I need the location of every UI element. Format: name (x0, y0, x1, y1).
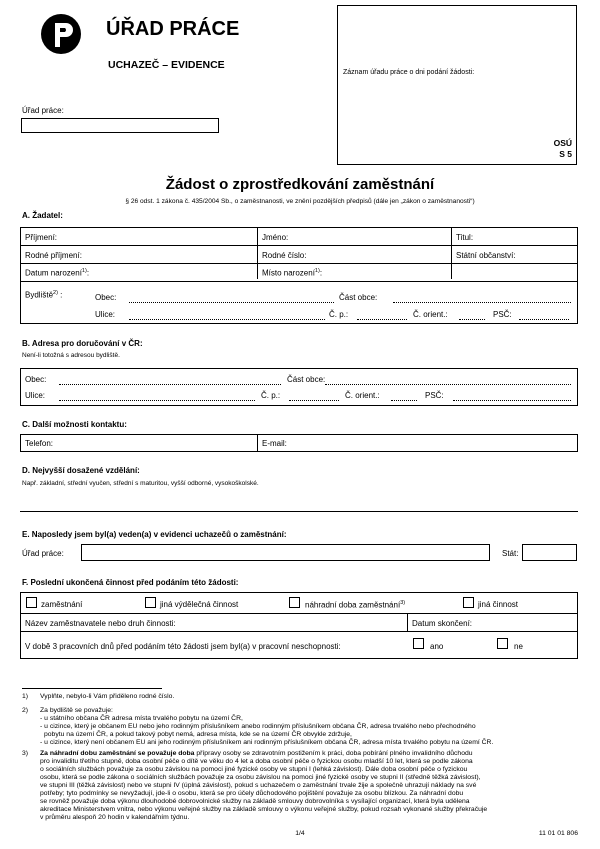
section-a-heading: A. Žadatel: (22, 211, 63, 220)
footnote-3: Za náhradní dobu zaměstnání se považuje doba přípravy osoby se zdravotním postižením k práci, doba pobírání plného invalidního důchodu pro invaliditu třetího stupně, doba osobní péče o dítě ve věku do 4 let a doba osobní péče o fyzickou osobu mladší 10 let, která se podle zákona o sociálních službách považuje za osobu závislou na pomoci jiné fyzické osoby ve stupni I (lehká závislost). Dále doba osobní péče o fyzickou osobu, která se podle zákona o sociálních službách považuje za osobu závislou na pomoci jiné fyzické osoby ve stupni II (středně těžká závislost), ve stupni III (těžká závislost) nebo ve stupni IV (úplná závislost), pokud s uchazečem o zaměstnání trvale žije a společně uhrazují náklady na své potřeby; tyto podmínky se nevyžadují, jde-li o osobu, která se pro účely důchodového pojištění považuje za osobu blízkou. Za náhradní dobu se rovněž považuje doba výkonu dlouhodobé dobrovolnické služby na základě smlouvy dobrovolníka s vysílající organizací, která byla udělena akreditace Ministerstvem vnitra, nebo výkonu veřejné služby na základě smlouvy o výkonu veřejné služby, pokud rozsah vykonané služby překračuje v průměru alespoň 20 hodin v kalendářním týdnu. (40, 750, 488, 821)
section-d-note: Např. základní, střední vyučen, střední s maturitou, vyšší odborné, vysokoškolské. (22, 480, 259, 487)
b-orient-no-field[interactable] (391, 400, 417, 401)
office-logo-icon (40, 13, 82, 55)
footnote-3-number: 3) (22, 750, 29, 757)
b-zip-label: PSČ: (425, 391, 444, 400)
opt-employment-label: zaměstnání (41, 600, 83, 609)
checkbox-employment[interactable] (26, 597, 37, 608)
end-date-label[interactable]: Datum skončení: (412, 619, 473, 628)
footnote-separator (22, 688, 162, 689)
logo (40, 13, 82, 55)
section-d-heading: D. Nejvyšší dosažené vzdělání: (22, 466, 140, 475)
e-state-field[interactable] (522, 544, 577, 561)
first-name-label: Jméno: (262, 233, 289, 242)
opt-gainful-label: jiná výdělečná činnost (160, 600, 239, 609)
zip-field[interactable] (519, 319, 569, 320)
email-label[interactable]: E-mail: (262, 439, 287, 448)
orient-no-field[interactable] (459, 319, 485, 320)
municipality-label: Obec: (95, 293, 117, 302)
checkbox-gainful[interactable] (145, 597, 156, 608)
municipality-field[interactable] (129, 302, 334, 303)
stamp-box (337, 5, 577, 165)
footnote-2: Za bydliště se považuje: - u státního občana ČR adresa místa trvalého pobytu na území ČR, - u cizince, který je občanem EU nebo jeho rodinným příslušníkem anebo rodinným příslušníkem občana ČR, adresa trvalého nebo přechodného pobytu na území ČR, a pokud takový pobyt nemá, adresa místa, kde se na území ČR obvykle zdržuje, - u cizince, který není občanem EU ani jeho rodinným příslušníkem ani rodinným příslušníkem občana ČR, adresa místa trvalého pobytu na území ČR. (40, 707, 494, 746)
birth-number-label: Rodné číslo: (262, 251, 307, 260)
no-label: ne (514, 642, 523, 651)
section-c-heading: C. Další možnosti kontaktu: (22, 420, 127, 429)
legal-note: § 26 odst. 1 zákona č. 435/2004 Sb., o zaměstnanosti, ve znění pozdějších předpisů (dále jen „zákon o zaměstnanosti“) (125, 198, 475, 205)
e-office-field[interactable] (81, 544, 490, 561)
section-b-box (20, 368, 578, 406)
section-b-note: Není-li totožná s adresou bydliště. (22, 352, 120, 359)
office-name: ÚŘAD PRÁCE (106, 18, 240, 40)
employer-label[interactable]: Název zaměstnavatele nebo druh činnosti: (25, 619, 176, 628)
section-e-heading: E. Naposledy jsem byl(a) veden(a) v evidenci uchazečů o zaměstnání: (22, 530, 287, 539)
office-field[interactable] (21, 118, 219, 133)
b-orient-no-label: Č. orient.: (345, 391, 380, 400)
house-no-field[interactable] (357, 319, 407, 320)
form-code-1: OSÚ (553, 138, 572, 148)
checkbox-no[interactable] (497, 638, 508, 649)
phone-label[interactable]: Telefon: (25, 439, 54, 448)
form-code-2: S 5 (559, 149, 572, 159)
education-field[interactable] (20, 490, 578, 512)
degree-label: Titul: (456, 233, 474, 242)
street-field[interactable] (129, 319, 325, 320)
orient-no-label: Č. orient.: (413, 310, 448, 319)
b-house-no-field[interactable] (289, 400, 339, 401)
b-part-field[interactable] (325, 384, 571, 385)
yes-label: ano (430, 642, 444, 651)
b-street-field[interactable] (59, 400, 255, 401)
section-f-heading: F. Poslední ukončená činnost před podáním této žádosti: (22, 578, 239, 587)
opt-other-label: jiná činnost (478, 600, 519, 609)
footnote-1-number: 1) (22, 693, 29, 700)
section-c-box (20, 434, 578, 452)
part-label: Část obce: (339, 293, 378, 302)
checkbox-other[interactable] (463, 597, 474, 608)
b-municipality-field[interactable] (59, 384, 281, 385)
street-label: Ulice: (95, 310, 116, 319)
stamp-label: Záznam úřadu práce o dni podání žádosti: (343, 69, 475, 76)
house-no-label: Č. p.: (329, 310, 349, 319)
section-b-heading: B. Adresa pro doručování v ČR: (22, 339, 143, 348)
residence-label: Bydliště$^{2)}$ : (25, 290, 63, 300)
birth-date-label: Datum narození$^{1)}$: (25, 268, 90, 278)
checkbox-yes[interactable] (413, 638, 424, 649)
footnote-2-number: 2) (22, 707, 29, 714)
b-zip-field[interactable] (453, 400, 571, 401)
office-label: Úřad práce: (22, 106, 64, 115)
b-municipality-label: Obec: (25, 375, 47, 384)
e-state-label: Stát: (502, 549, 519, 558)
page-number: 1/4 (295, 830, 305, 837)
b-house-no-label: Č. p.: (261, 391, 281, 400)
footnote-1-text: Vyplňte, nebylo-li Vám přiděleno rodné číslo. (40, 693, 175, 700)
part-field[interactable] (393, 302, 571, 303)
birth-surname-label: Rodné příjmení: (25, 251, 82, 260)
section-a-box (20, 227, 578, 324)
subtitle: UCHAZEČ – EVIDENCE (108, 59, 225, 71)
page-title: Žádost o zprostředkování zaměstnání (165, 176, 435, 193)
surname-label: Příjmení: (25, 233, 58, 242)
opt-substitute-label: náhradní doba zaměstnání$^{3)}$ (305, 600, 406, 610)
b-part-label: Část obce: (287, 375, 326, 384)
zip-label: PSČ: (493, 310, 512, 319)
birth-place-label: Místo narození$^{1)}$: (262, 268, 323, 278)
form-number: 11 01 01 806 (538, 830, 578, 837)
citizenship-label: Státní občanství: (456, 251, 516, 260)
e-office-label: Úřad práce: (22, 549, 64, 558)
incapacity-label: V době 3 pracovních dnů před podáním této žádosti jsem byl(a) v pracovní neschopnosti: (25, 642, 341, 651)
checkbox-substitute[interactable] (289, 597, 300, 608)
b-street-label: Ulice: (25, 391, 46, 400)
section-f-box (20, 592, 578, 659)
